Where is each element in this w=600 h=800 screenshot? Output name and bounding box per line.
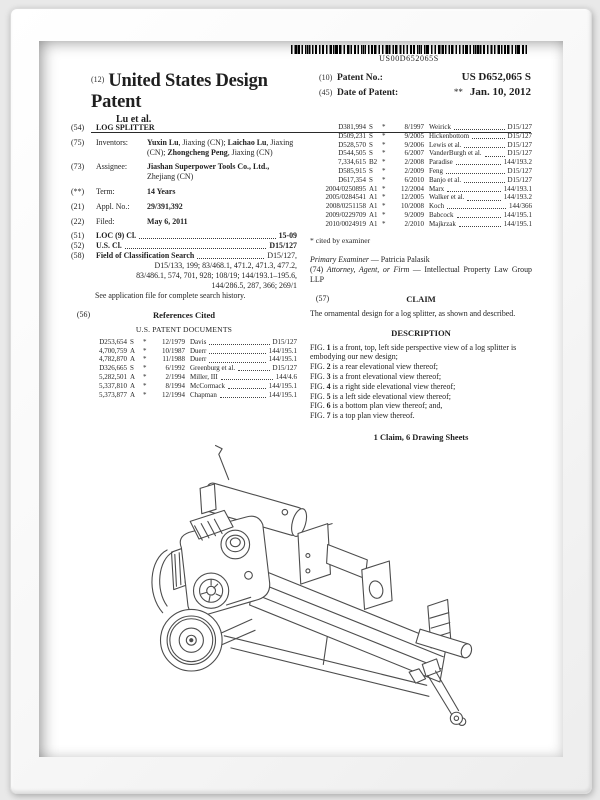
dot-leader (139, 238, 275, 239)
cited-by-examiner-note: * cited by examiner (310, 235, 371, 245)
date-of-patent: ** Jan. 10, 2012 (453, 86, 531, 98)
dot-leader (238, 370, 269, 371)
dot-leader (457, 217, 501, 218)
references-table-right (310, 123, 532, 229)
inid-code-10: (10) (319, 73, 333, 82)
dot-leader (459, 226, 501, 227)
description-heading: DESCRIPTION (391, 327, 451, 338)
reference-row: 2009/0229709 A1 * 9/2009 Babcock 144/195.1 (325, 210, 532, 219)
field-classification-search: (58) Field of Classification Search D15/127, (71, 251, 297, 261)
reference-row: 5,373,877 A * 12/1994 Chapman 144/195.1 (99, 390, 297, 399)
dot-leader (197, 258, 264, 259)
reference-row: 2008/0251158 A1 * 10/2008 Koch 144/366 (325, 202, 532, 211)
patent-number: US D652,065 S (461, 71, 531, 83)
left-column (71, 123, 297, 442)
attorney-line: (74) Attorney, Agent, or Firm — Intellectual Property Law Group LLP (310, 264, 532, 284)
dot-leader (485, 156, 505, 157)
patent-page (39, 41, 563, 757)
field-assignee: (73) Assignee: Jiashan Superpower Tools Co., Ltd., Zhejiang (CN) (71, 162, 297, 182)
claim-heading: (57) CLAIM (315, 293, 436, 304)
claim-text: The ornamental design for a log splitter, as shown and described. (310, 308, 516, 318)
reference-row: D544,505 S * 6/2007 VanderBurgh et al. D15/127 (338, 149, 532, 158)
patent-no-label: Patent No.: (337, 73, 383, 83)
search-history-note: See application file for complete search history. (95, 291, 246, 301)
right-column (310, 123, 532, 442)
dot-leader (456, 164, 501, 165)
reference-row: D509,231 S * 9/2005 Hickenbottom D15/127 (338, 131, 532, 140)
field-term: (**) Term: 14 Years (71, 186, 176, 196)
dot-leader (447, 208, 506, 209)
end-plate (362, 561, 392, 609)
reference-row: 2005/0284541 A1 * 12/2005 Walker et al. 144/193.2 (325, 193, 532, 202)
reference-row: 4,782,870 A * 11/1988 Duerr 144/195.1 (99, 355, 297, 364)
ram-cylinder (327, 545, 368, 579)
reference-row: D617,354 S * 6/2010 Banjo et al. D15/127 (338, 175, 532, 184)
dot-leader (446, 173, 505, 174)
inid-code-12: (12) (91, 75, 105, 84)
barcode-bars-icon (291, 45, 527, 54)
field-appl-no: (21) Appl. No.: 29/391,392 (71, 201, 183, 211)
page-title: United States Design Patent (91, 71, 268, 112)
reference-row: 2010/0024919 A1 * 2/2010 Majkrzak 144/195.1 (325, 219, 532, 228)
field-title: (54) LOG SPLITTER (71, 123, 297, 133)
reference-row: 2004/0250895 A1 * 12/2004 Marx 144/193.1 (325, 184, 532, 193)
author-line: Lu et al. (116, 114, 152, 125)
field-loc-class: (51) LOC (9) Cl. 15-09 (71, 231, 297, 241)
field-us-class: (52) U.S. Cl. D15/127 (71, 241, 297, 251)
dot-leader (209, 362, 265, 363)
barcode-text: US00D652065S (379, 54, 439, 63)
figure-description-line: FIG. 7 is a top plan view thereof. (310, 411, 415, 421)
field-filed: (22) Filed: May 6, 2011 (71, 216, 188, 226)
classification-search-lines: D15/133, 199; 83/468.1, 471.2, 471.3, 477.2, 83/486.1, 574, 701, 928; 108/19; 144/193.1–195.6, 144/286.5, 287, 366; 269/1 (136, 261, 297, 290)
dot-leader (464, 182, 504, 183)
term-extension-stars: ** (453, 87, 463, 97)
dot-leader (209, 353, 265, 354)
barcode (291, 45, 527, 63)
jack-leg (409, 659, 466, 726)
us-patent-documents-heading: U.S. PATENT DOCUMENTS (135, 324, 233, 334)
figure-description-line: FIG. 2 is a rear elevational view thereof; (310, 362, 438, 372)
dot-leader (220, 397, 266, 398)
figure-description-line: FIG. 5 is a left side elevational view thereof; (310, 391, 451, 401)
main-beam (250, 568, 447, 682)
dot-leader (228, 388, 266, 389)
dot-leader (472, 138, 504, 139)
reference-row: D528,570 S * 9/2006 Lewis et al. D15/127 (338, 140, 532, 149)
field-inventors: (75) Inventors: Yuxin Lu, Jiaxing (CN); Laichao Lu, Jiaxing (CN); Zhongcheng Peng, Jiaxing (CN) (71, 138, 297, 158)
dot-leader (209, 344, 269, 345)
figure-description-line: FIG. 4 is a right side elevational view thereof; (310, 381, 456, 391)
handle-rod (216, 446, 229, 480)
reference-row: 5,282,501 A * 2/1994 Miller, III 144/4.6 (99, 372, 297, 381)
reference-row: D326,665 S * 6/1992 Greenburg et al. D15/127 (99, 364, 297, 373)
reference-row: 7,334,615 B2 * 2/2008 Paradise 144/193.2 (338, 158, 532, 167)
assignee-value: Jiashan Superpower Tools Co., Ltd., Zhejiang (CN) (147, 162, 270, 182)
loop-handle (152, 550, 173, 613)
inid-code-45: (45) (319, 88, 333, 97)
references-cited-heading: (56) References Cited (76, 309, 216, 320)
figure-description-line: FIG. 3 is a front elevational view thereof; (310, 371, 442, 381)
dot-leader (447, 191, 501, 192)
invention-title: LOG SPLITTER (96, 123, 155, 132)
figure-description-line: FIG. 6 is a bottom plan view thereof; and, (310, 401, 443, 411)
log-splitter-figure (84, 429, 534, 759)
references-table-left (71, 338, 297, 400)
claims-sheets-line: 1 Claim, 6 Drawing Sheets (373, 432, 469, 442)
dot-leader (125, 248, 267, 249)
figure-description-line: FIG. 1 is a front, top, left side perspective view of a log splitter is embodying our new design; (310, 342, 517, 362)
dot-leader (221, 379, 273, 380)
date-of-patent-label: Date of Patent: (337, 88, 399, 98)
dot-leader (464, 147, 504, 148)
reference-row: D253,654 S * 12/1979 Davis D15/127 (99, 337, 297, 346)
inventors-value: Yuxin Lu, Jiaxing (CN); Laichao Lu, Jiaxing (CN); Zhongcheng Peng, Jiaxing (CN) (147, 137, 294, 157)
dot-leader (454, 129, 505, 130)
primary-examiner-line: Primary Examiner — Patricia Palasik (310, 254, 430, 264)
reference-row: D585,915 S * 2/2009 Feng D15/127 (338, 166, 532, 175)
engine (172, 510, 270, 616)
reference-row: D381,994 S * 8/1997 Weirick D15/127 (338, 123, 532, 131)
biblio-columns (71, 123, 532, 442)
figure-descriptions (310, 343, 532, 421)
picture-frame (10, 8, 592, 794)
dot-leader (467, 200, 500, 201)
reference-row: 4,700,759 A * 10/1987 Duerr 144/195.1 (99, 346, 297, 355)
reference-row: 5,337,810 A * 8/1994 McCormack 144/195.1 (99, 381, 297, 390)
